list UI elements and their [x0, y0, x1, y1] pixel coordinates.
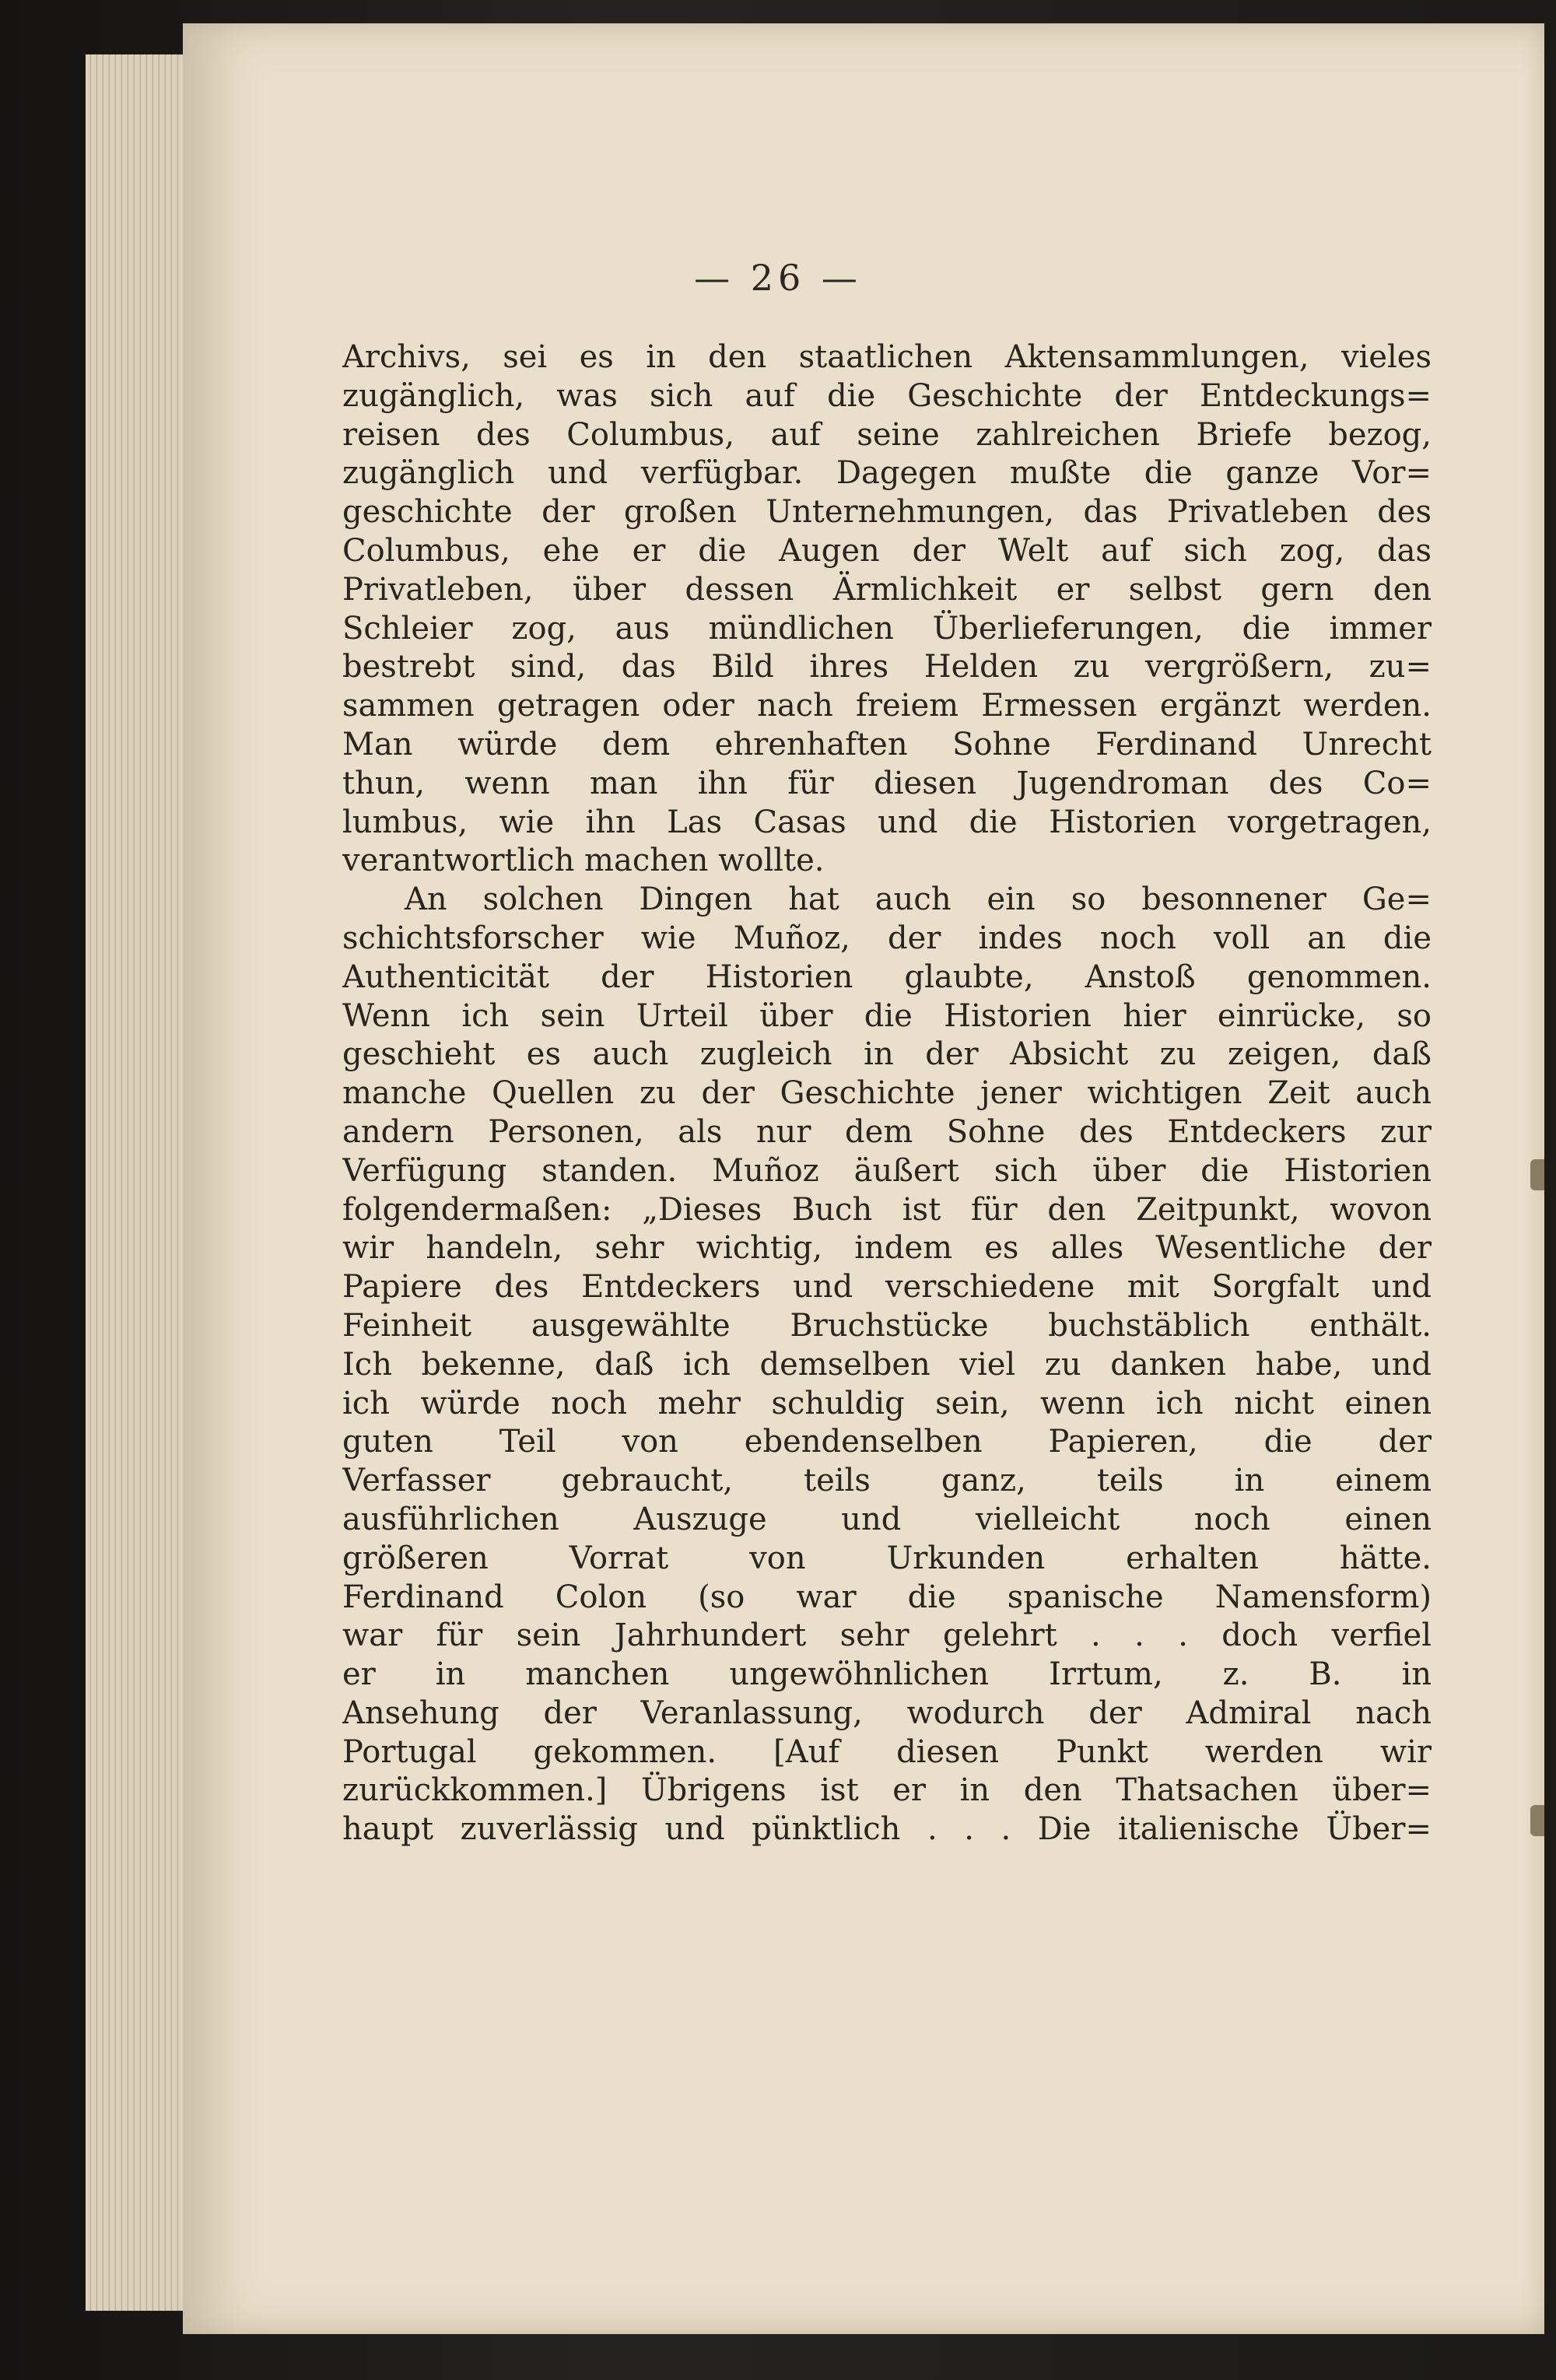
text-line: verantwortlich machen wollte. — [342, 843, 825, 879]
page-number: — 26 — — [694, 257, 862, 299]
text-line: thun, wenn man ihn für diesen Jugendroman des Co= — [342, 765, 1432, 801]
text-line: lumbus, wie ihn Las Casas und die Historien vorgetragen, — [342, 804, 1432, 840]
page-edge-mark — [1530, 1805, 1544, 1836]
text-line: guten Teil von ebendenselben Papieren, die der — [342, 1424, 1432, 1460]
text-line: er in manchen ungewöhnlichen Irrtum, z. B. in — [342, 1656, 1432, 1693]
text-line: Feinheit ausgewählte Bruchstücke buchstäblich enthält. — [342, 1307, 1432, 1344]
text-line: folgendermaßen: „Dieses Buch ist für den Zeitpunkt, wovon — [342, 1191, 1432, 1228]
text-line: wir handeln, sehr wichtig, indem es alles Wesentliche der — [342, 1230, 1432, 1267]
text-line: ausführlichen Auszuge und vielleicht noch einen — [342, 1501, 1432, 1537]
text-line: schichtsforscher wie Muñoz, der indes noch voll an die — [342, 920, 1432, 956]
text-line: Authenticität der Historien glaubte, Anstoß genommen. — [342, 959, 1432, 995]
text-line: Verfügung standen. Muñoz äußert sich über die Historien — [342, 1152, 1432, 1189]
text-line: größeren Vorrat von Urkunden erhalten hätte. — [342, 1540, 1432, 1576]
text-line: geschichte der großen Unternehmungen, das Privatleben des — [342, 494, 1432, 531]
paragraph-1 — [342, 338, 1432, 881]
text-line: Ferdinand Colon (so war die spanische Namensform) — [342, 1579, 1432, 1615]
text-line: geschieht es auch zugleich in der Absicht zu zeigen, daß — [342, 1036, 1432, 1073]
text-line: zugänglich, was sich auf die Geschichte der Entdeckungs= — [342, 377, 1432, 414]
text-line: bestrebt sind, das Bild ihres Helden zu vergrößern, zu= — [342, 649, 1432, 685]
text-line: zurückkommen.] Übrigens ist er in den Thatsachen über= — [342, 1772, 1432, 1809]
text-line: An solchen Dingen hat auch ein so besonnener Ge= — [405, 882, 1432, 918]
paragraph-2 — [342, 881, 1432, 1849]
text-line: Ansehung der Veranlassung, wodurch der Admiral nach — [342, 1695, 1432, 1731]
text-line: sammen getragen oder nach freiem Ermessen ergänzt werden. — [342, 688, 1432, 724]
text-line: haupt zuverlässig und pünktlich . . . Die italienische Über= — [342, 1811, 1432, 1848]
text-line: manche Quellen zu der Geschichte jener wichtigen Zeit auch — [342, 1075, 1432, 1112]
text-line: ich würde noch mehr schuldig sein, wenn ich nicht einen — [342, 1385, 1432, 1421]
text-line: Privatleben, über dessen Ärmlichkeit er selbst gern den — [342, 571, 1432, 608]
text-line: Schleier zog, aus mündlichen Überlieferungen, die immer — [342, 610, 1432, 647]
page-edges — [86, 54, 194, 2311]
text-line: zugänglich und verfügbar. Dagegen mußte die ganze Vor= — [342, 455, 1432, 492]
text-line: war für sein Jahrhundert sehr gelehrt . . . doch verfiel — [342, 1618, 1432, 1654]
text-line: andern Personen, als nur dem Sohne des Entdeckers zur — [342, 1113, 1432, 1150]
text-line: Wenn ich sein Urteil über die Historien hier einrücke, so — [342, 997, 1432, 1034]
text-line: Archivs, sei es in den staatlichen Aktensammlungen, vieles — [342, 339, 1432, 375]
text-line: Man würde dem ehrenhaften Sohne Ferdinand Unrecht — [342, 726, 1432, 762]
text-line: Ich bekenne, daß ich demselben viel zu danken habe, und — [342, 1346, 1432, 1383]
text-line: Columbus, ehe er die Augen der Welt auf sich zog, das — [342, 532, 1432, 569]
text-line: Papiere des Entdeckers und verschiedene mit Sorgfalt und — [342, 1269, 1432, 1306]
text-line: Portugal gekommen. [Auf diesen Punkt werden wir — [342, 1733, 1432, 1770]
page-edge-mark — [1530, 1159, 1544, 1190]
text-line: reisen des Columbus, auf seine zahlreichen Briefe bezog, — [342, 416, 1432, 453]
body-text — [342, 338, 1432, 1849]
text-line: Verfasser gebraucht, teils ganz, teils in einem — [342, 1463, 1432, 1499]
